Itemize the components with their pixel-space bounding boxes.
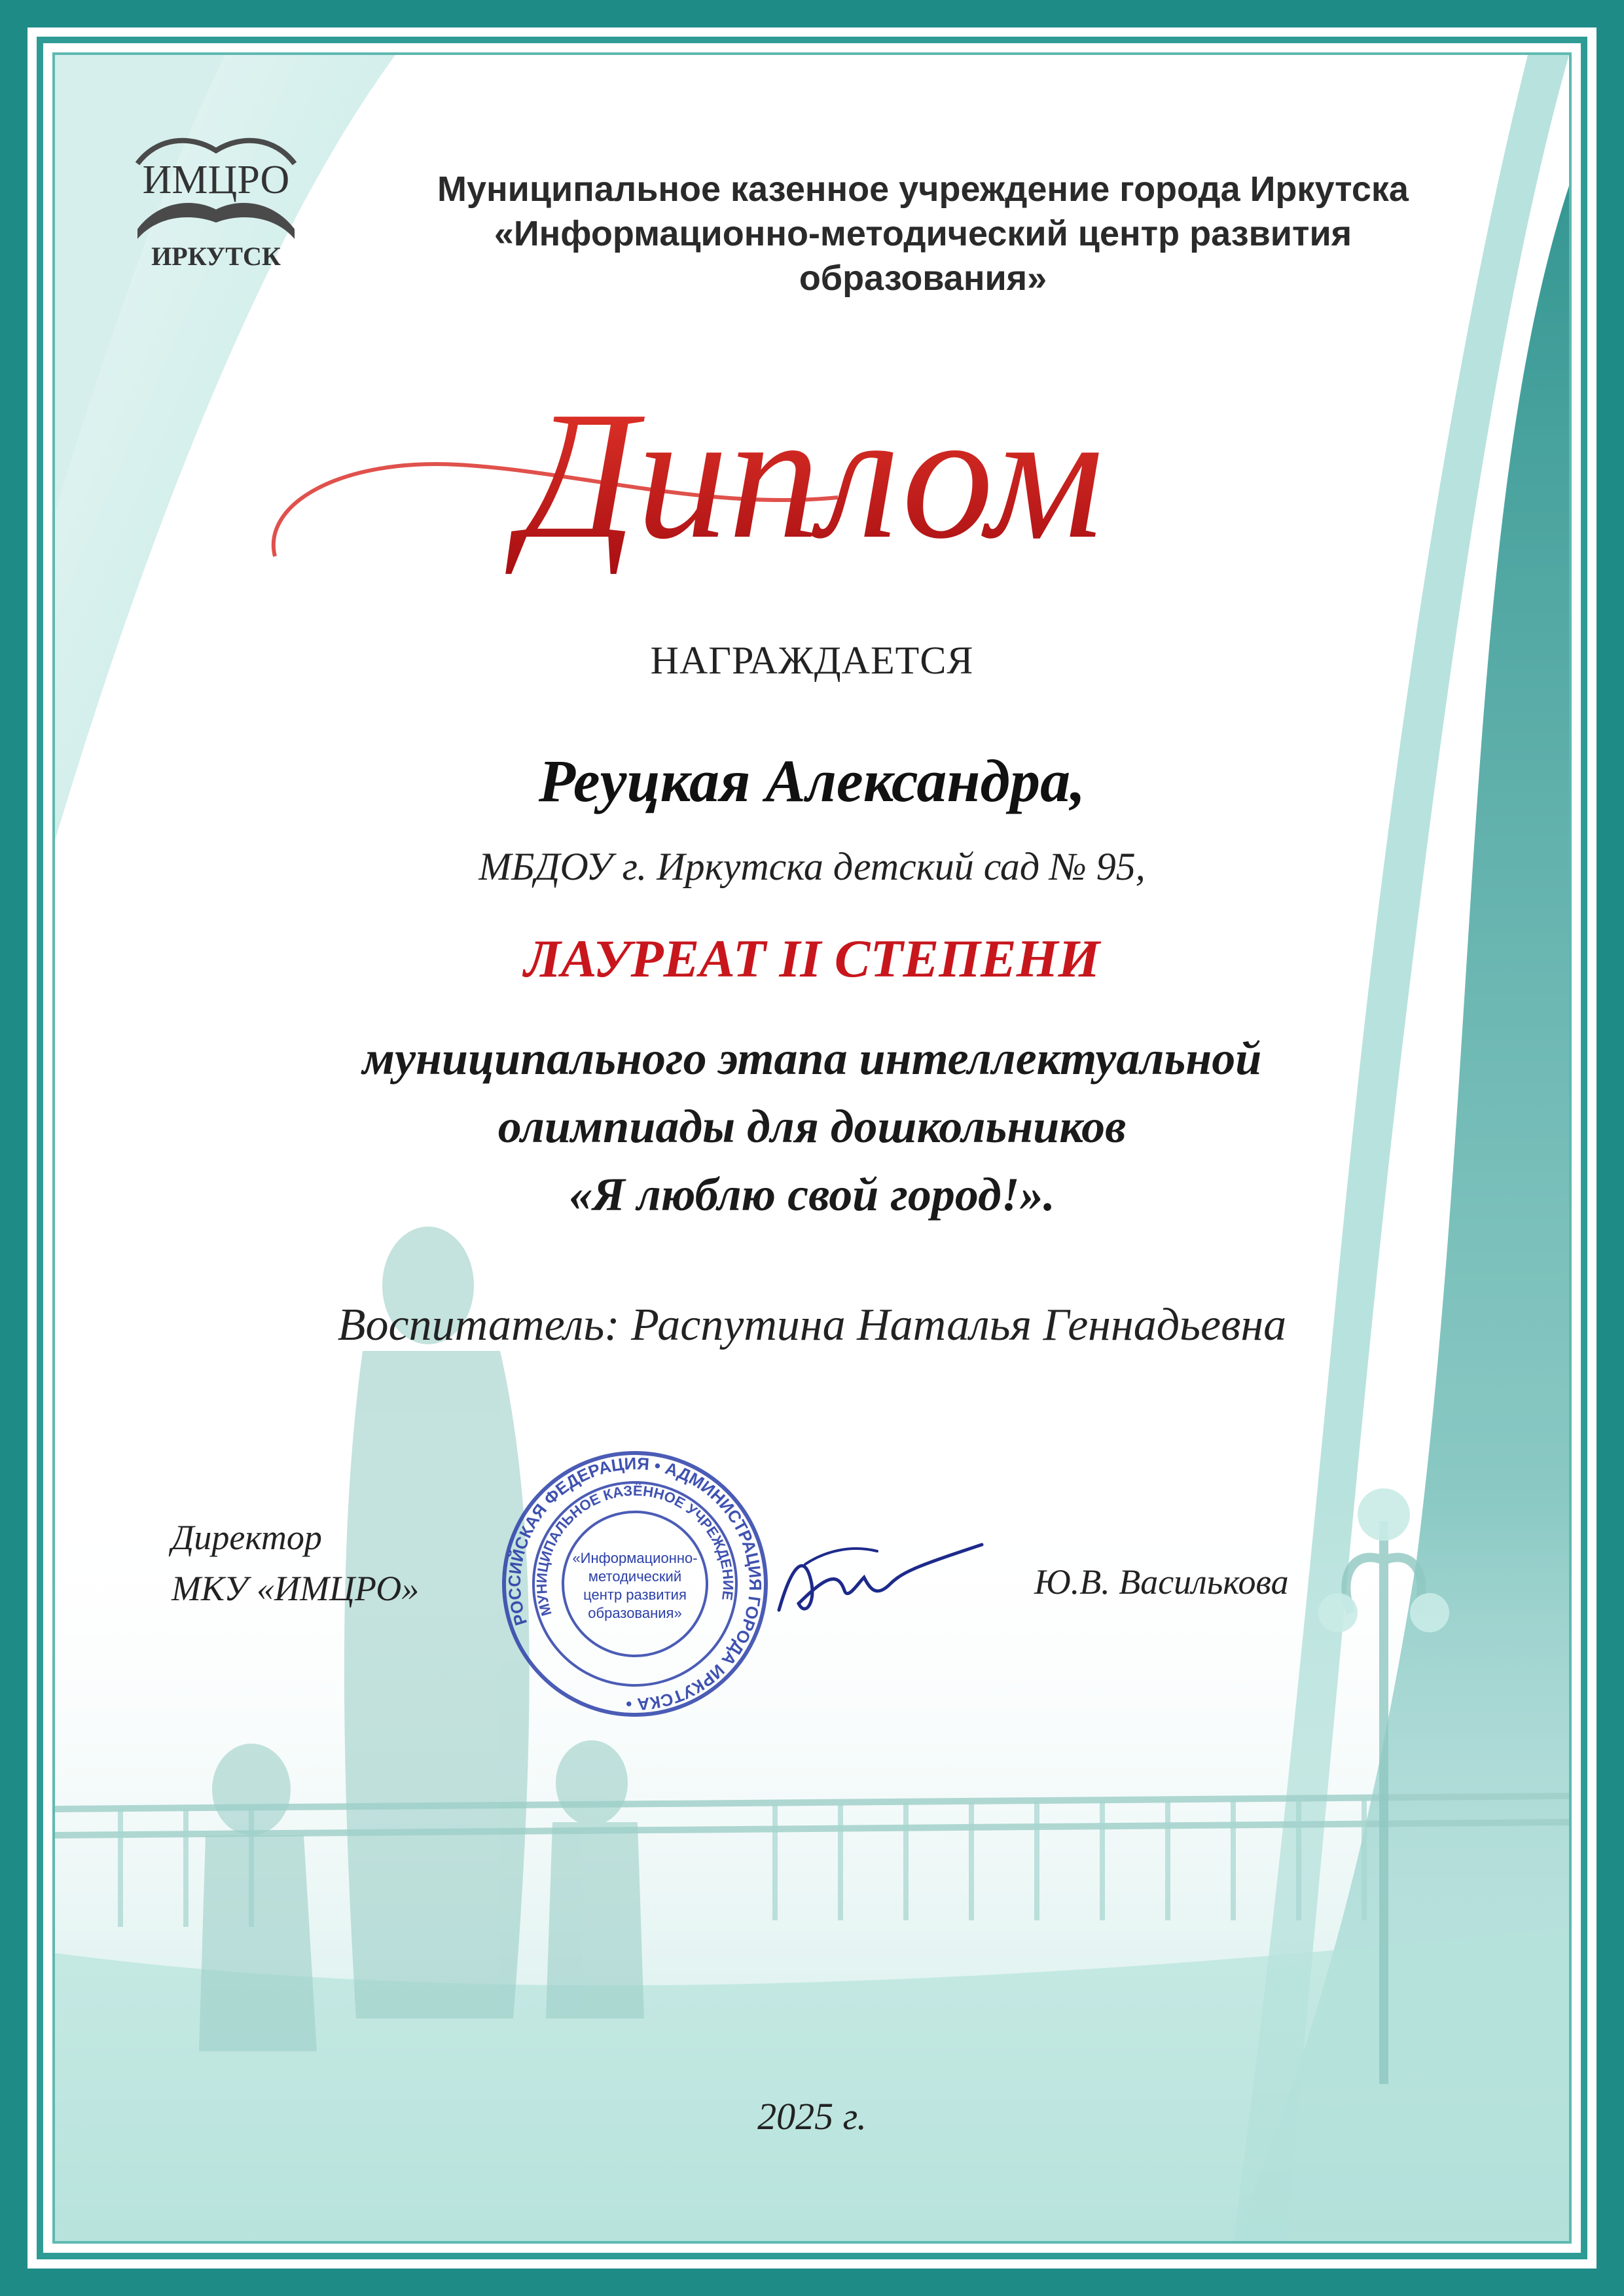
organization-header [367,167,1479,300]
org-line-1: Муниципальное казенное учреждение города Иркутска [437,170,1409,209]
teacher-line: Воспитатель: Распутина Наталья Геннадьевна [337,1300,1287,1350]
signatory-position [171,1512,499,1614]
svg-text:Диплом: Диплом [520,373,1104,577]
issue-year: 2025 г. [757,2095,867,2138]
diploma-title [249,340,1375,615]
svg-text:ИРКУТСК: ИРКУТСК [151,242,281,271]
svg-text:«Информационно-: «Информационно- [572,1550,698,1566]
official-stamp [497,1446,772,1721]
award-degree: ЛАУРЕАТ II СТЕПЕНИ [524,929,1100,988]
svg-text:РОССИЙСКАЯ ФЕДЕРАЦИЯ • АДМИНИС: РОССИЙСКАЯ ФЕДЕРАЦИЯ • АДМИНИСТРАЦИЯ ГОРОДА ИРКУТСКА • [504,1453,766,1715]
contest-line-2: олимпиады для дошкольников [497,1100,1127,1153]
svg-text:центр развития: центр развития [583,1587,687,1603]
svg-text:методический: методический [588,1568,682,1585]
svg-text:образования»: образования» [588,1605,682,1621]
contest-description [0,1024,1624,1229]
imcro-logo [118,124,314,275]
svg-text:ИМЦРО: ИМЦРО [142,158,290,202]
contest-line-1: муниципального этапа интеллектуальной [362,1032,1262,1085]
recipient-name: Реуцкая Александра, [538,747,1086,814]
recipient-organization: МБДОУ г. Иркутска детский сад № 95, [478,845,1146,888]
contest-line-3: «Я люблю свой город!». [569,1168,1055,1221]
signatory-name: Ю.В. Василькова [1034,1562,1289,1602]
org-line-2: «Информационно-методический центр развития образования» [494,214,1352,298]
handwritten-signature [766,1525,988,1636]
awarded-label: НАГРАЖДАЕТСЯ [650,639,974,682]
svg-text:МУНИЦИПАЛЬНОЕ КАЗЁННОЕ УЧРЕЖДЕ: МУНИЦИПАЛЬНОЕ КАЗЁННОЕ УЧРЕЖДЕНИЕ [533,1482,737,1618]
position-line-2: МКУ «ИМЦРО» [171,1569,420,1608]
position-line-1: Директор [171,1518,322,1557]
